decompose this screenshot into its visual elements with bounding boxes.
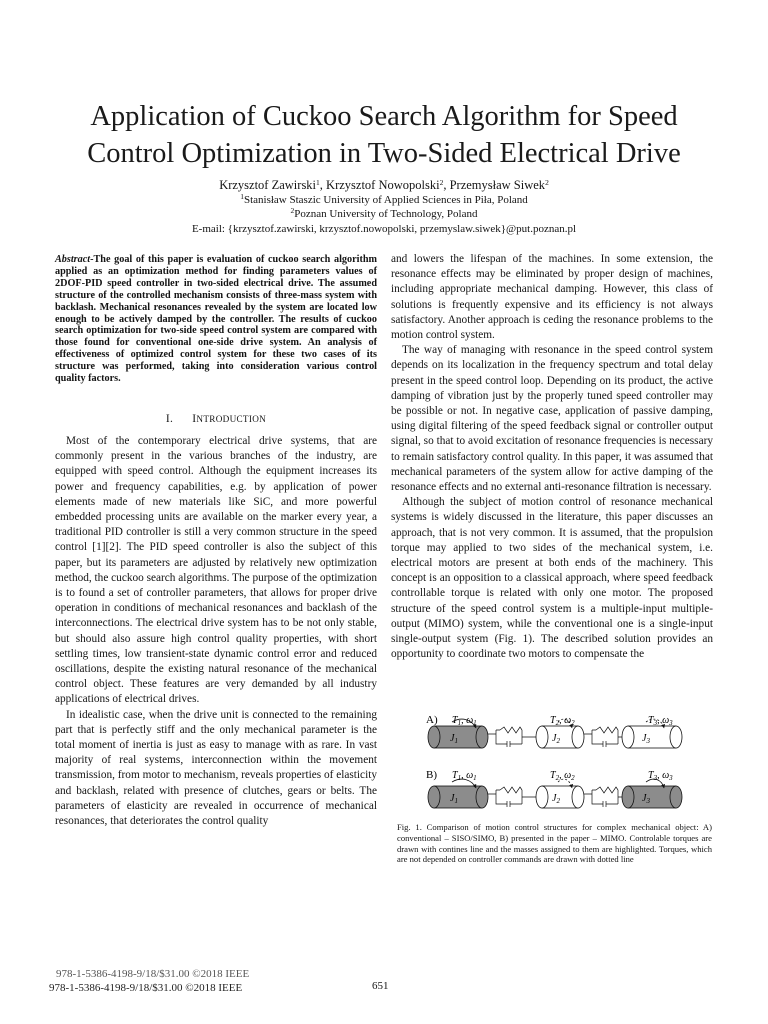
cylinder-left-face — [428, 786, 440, 808]
title-line-1: Application of Cuckoo Search Algorithm for Speed — [90, 101, 678, 132]
cylinder-left-face — [622, 726, 634, 748]
author-name: Krzysztof Zawirski — [219, 178, 317, 192]
mass-j1-highlighted — [428, 726, 488, 748]
cylinder-right-face — [572, 726, 584, 748]
cylinder-left-face — [536, 726, 548, 748]
mass-label: $J_3$ — [642, 733, 650, 745]
right-column-body — [391, 252, 713, 662]
diagram-row-b — [426, 769, 682, 808]
spring-damper-link-2 — [584, 727, 622, 747]
copyright-notice: 978-1-5386-4198-9/18/$31.00 ©2018 IEEE — [49, 982, 243, 994]
mass-label: $J_2$ — [552, 793, 560, 805]
page-number: 651 — [372, 980, 389, 992]
cylinder-right-face — [670, 786, 682, 808]
paper-title — [30, 98, 738, 172]
torque-speed-label-1: $T_1$, $\omega_1$ — [452, 715, 477, 727]
left-column-body — [55, 434, 377, 829]
mass-j2 — [536, 786, 584, 808]
cylinder-body — [628, 726, 676, 748]
torque-speed-label-3: $T_3$, $\omega_3$ — [648, 770, 673, 782]
diagram-row-a — [426, 714, 682, 748]
cylinder-right-face — [476, 726, 488, 748]
section-title-rest: NTRODUCTION — [196, 414, 267, 424]
section-number: I. — [165, 413, 174, 425]
torque-speed-label-3: $T_3$, $\omega_3$ — [648, 715, 673, 727]
affiliation-text: Stanisław Staszic University of Applied Sciences in Piła, Poland — [243, 194, 528, 206]
label-a: A) — [426, 714, 438, 726]
spring-damper-link-1 — [488, 787, 536, 807]
paragraph: The way of managing with resonance in the speed control system depends on its localization in the frequency spectrum and total delay present in the speed control loop. Depending on its product, the active damping of vibration just by the properly tuned speed controller may be possible or not. In negative case, application of passive damping, using digital filtering of the speed feedback signal or controller output signal, so that to avoid excitation of resonance frequencies is necessary to remain satisfactory control quality. In this paper, it was assumed that mechanical parameters of the system allow for active damping of the resonance effects and no external anti-resonance filtration is necessary. — [391, 344, 713, 494]
label-b: B) — [426, 769, 437, 781]
author-affil-mark: 2 — [439, 178, 444, 187]
torque-speed-label-2: $T_2$, $\omega_2$ — [550, 770, 575, 782]
author-list: Krzysztof Zawirski$^1$, Krzysztof Nowopolski$^2$, Przemysław Siwek$^2$ — [219, 178, 549, 192]
affiliation-text: Poznan University of Technology, Poland — [294, 208, 478, 220]
mass-j2 — [536, 726, 584, 748]
cylinder-left-face — [622, 786, 634, 808]
mass-label: $J_2$ — [552, 733, 560, 745]
torque-speed-label-1: $T_1$, $\omega_1$ — [452, 770, 477, 782]
mass-label: $J_3$ — [642, 793, 650, 805]
spring-damper-link-1 — [488, 727, 536, 747]
torque-speed-label-2: $T_2$, $\omega_2$ — [550, 715, 575, 727]
abstract — [55, 254, 377, 385]
affil-mark: 1 — [240, 192, 244, 201]
spring-damper-link-2 — [584, 787, 622, 807]
mass-label: $J_1$ — [450, 793, 458, 805]
figure-1-diagram — [392, 710, 712, 822]
paragraph: Although the subject of motion control of resonance mechanical systems is widely discussed in the literature, this paper discusses an approach, that is not very common. It is assumed, that the propulsion torque may applied to two sides of the mechanical system, i.e. electrical motors are present at both ends of the machinery. This concept is an opposition to a classical approach, where speed feedback controllable torque is related with only one motor. The proposed structure of the speed control system is a multiple-input multiple-output (MIMO) system, while the conventional one is a single-input single-output system (Fig. 1). The described solution provides an opportunity to coordinate two motors to compensate the — [391, 496, 713, 661]
cylinder-left-face — [536, 786, 548, 808]
mass-label: $J_1$ — [450, 733, 458, 745]
figure-1-caption: Fig. 1. Comparison of motion control structures for complex mechanical object: A) conventional – SISO/SIMO, B) presented in the paper – MIMO. Controlable torques are drawn with contines line and the masses assigned to them are highlighted. Torques, which are not depended on controller commands are drawn with dotted line — [397, 822, 712, 865]
cylinder-body — [434, 726, 482, 748]
cylinder-right-face — [572, 786, 584, 808]
paragraph: In idealistic case, when the drive unit is connected to the remaining part that is perfectly stiff and the only mechanical parameter is the total moment of inertia is just as easy to manage with as rare. In vast majority of real systems, interconnection within the movement transmission, from motor to mechanism, reveals properties of elasticity and backlash, related with presence of clutches, gears or belts. The parameters of elasticity are revealed in occurrence of mechanical resonances, that deteriorates the control quality — [55, 708, 377, 828]
author-affil-mark: 1 — [316, 178, 320, 187]
cylinder-body — [628, 786, 676, 808]
faded-copyright-notice: 978-1-5386-4198-9/18/$31.00 ©2018 IEEE — [56, 968, 250, 980]
cylinder-right-face — [476, 786, 488, 808]
title-line-2: Control Optimization in Two-Sided Electrical Drive — [87, 138, 681, 169]
section-heading-introduction — [55, 413, 377, 425]
affiliation-2 — [60, 208, 708, 220]
author-affil-mark: 2 — [545, 178, 549, 187]
cylinder-body — [434, 786, 482, 808]
cylinder-left-face — [428, 726, 440, 748]
paragraph: and lowers the lifespan of the machines. In some extension, the resonance effects may be eliminated by proper design of machines, including appropriate mechanical damping. However, this class of solutions is frequently expensive and its efficiency is not always satisfactory. Another approach is ceding the resonance problems to the motion control system. — [391, 253, 713, 342]
author-name: Przemysław Siwek — [449, 178, 546, 192]
section-title-initial: I — [192, 413, 197, 425]
paragraph: Most of the contemporary electrical drive systems, that are commonly present in the various branches of the industry, are equipped with speed control. Although the equipment increases its power and frequency capabilities, e.g. by application of power elements made of new materials like SiC, and more powerful embedded processing units are available on the marker every year, a traditional PID controller is still a very common structure in the speed control [1][2]. The PID speed controller is also the subject of this paper, but its parameters are adjusted by relatively new optimization method, the cuckoo search algorithms. The purpose of the optimization is to found a set of controller parameters, that allows for proper drive operation in conditions of mechanical resonances and backlash of the interconnections. The electrical drive system has to be not only stable, but should also assure high control quality properties, with short settling times, low transient-state dynamic control error and reduced oscillations, despite the existing natural resonance of the mechanical control object. These features are very demanded by all industry applications of electrical drives. — [55, 435, 377, 706]
abstract-text: -The goal of this paper is evaluation of cuckoo search algorithm applied as an optimization method for finding parameters values of 2DOF-PID speed controller in two-sided electrical drive. The assumed structure of the controlled mechanism consists of three-mass system with backlash. Mechanical resonances revealed by the system are located low enough to be actively damped by the controller. The results of cuckoo search optimization for two-side speed control system are compared with those found for conventional one-side drive system. An analysis of effectiveness of optimized control system for these two cases of its structure was performed, taking into consideration various control quality factors. — [55, 254, 377, 385]
author-name: Krzysztof Nowopolski — [326, 178, 440, 192]
mass-j3-highlighted — [622, 786, 682, 808]
author-email: E-mail: {krzysztof.zawirski, krzysztof.nowopolski, przemyslaw.siwek}@put.poznan.pl — [191, 223, 577, 235]
affil-mark: 2 — [290, 206, 295, 215]
mass-j1-highlighted — [428, 786, 488, 808]
cylinder-right-face — [670, 726, 682, 748]
mass-j3 — [622, 726, 682, 748]
abstract-label: Abstract — [55, 254, 91, 265]
affiliation-1 — [60, 194, 708, 206]
